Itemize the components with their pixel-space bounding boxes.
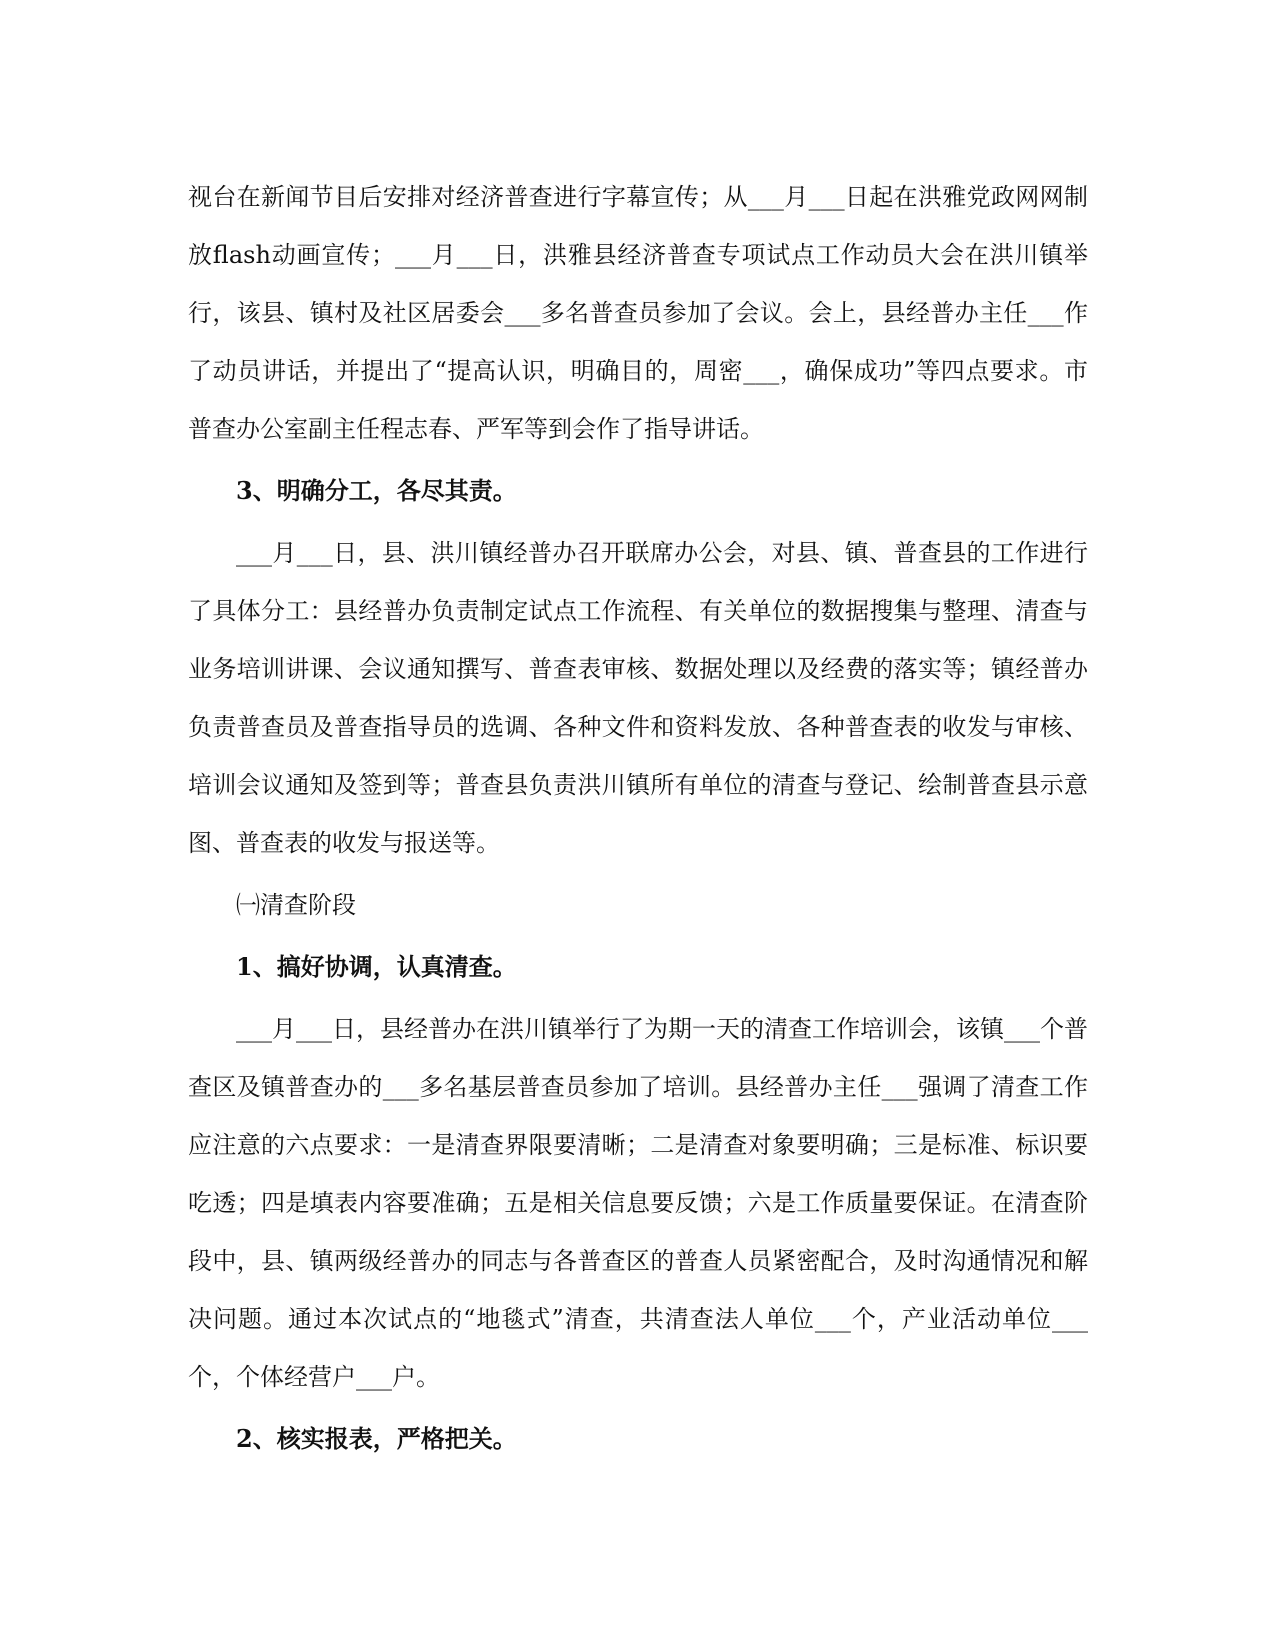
- paragraph-division-of-labor: ___月___日，县、洪川镇经普办召开联席办公会，对县、镇、普查县的工作进行了具体分工：县经普办负责制定试点工作流程、有关单位的数据搜集与整理、清查与业务培训讲课、会议通知撰写、普查表审核、数据处理以及经费的落实等；镇经普办负责普查员及普查指导员的选调、各种文件和资料发放、各种普查表的收发与审核、培训会议通知及签到等；普查县负责洪川镇所有单位的清查与登记、绘制普查县示意图、普查表的收发与报送等。: [188, 539, 1088, 857]
- subheading-inspection-stage: ㈠清查阶段: [236, 891, 356, 919]
- heading-verify-reports: 2、核实报表，严格把关。: [236, 1424, 517, 1453]
- heading-coordination: 1、搞好协调，认真清查。: [236, 952, 517, 981]
- paragraph-inspection-training: ___月___日，县经普办在洪川镇举行了为期一天的清查工作培训会，该镇___个普查区及镇普查办的___多名基层普查员参加了培训。县经普办主任___强调了清查工作应注意的六点要求：一是清查界限要清晰；二是清查对象要明确；三是标准、标识要吃透；四是填表内容要准确；五是相关信息要反馈；六是工作质量要保证。在清查阶段中，县、镇两级经普办的同志与各普查区的普查人员紧密配合，及时沟通情况和解决问题。通过本次试点的“地毯式”清查，共清查法人单位___个，产业活动单位___个，个体经营户___户。: [188, 1015, 1088, 1391]
- paragraph-publicity: 视台在新闻节目后安排对经济普查进行字幕宣传；从___月___日起在洪雅党政网网制放flash动画宣传；___月___日，洪雅县经济普查专项试点工作动员大会在洪川镇举行，该县、镇村及社区居委会___多名普查员参加了会议。会上，县经普办主任___作了动员讲话，并提出了“提高认识，明确目的，周密___，确保成功”等四点要求。市普查办公室副主任程志春、严军等到会作了指导讲话。: [188, 183, 1088, 443]
- document-body: [188, 168, 1088, 1468]
- heading-division-of-labor: 3、明确分工，各尽其责。: [236, 476, 517, 505]
